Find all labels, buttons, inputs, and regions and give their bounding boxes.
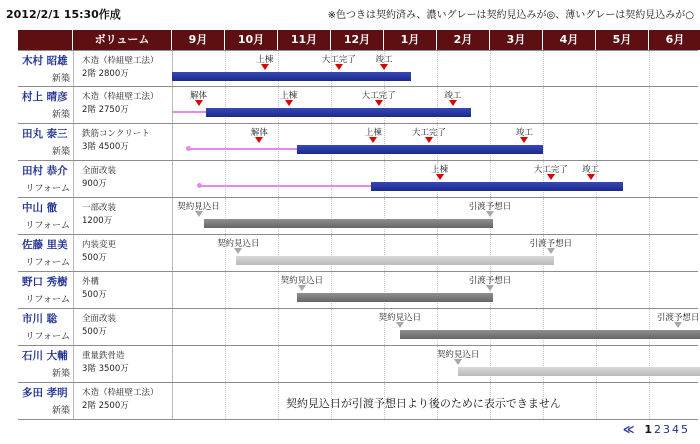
month-gridline <box>649 309 650 345</box>
milestone-label: 契約見込日 <box>280 276 324 286</box>
milestone-label: 引渡予想日 <box>468 276 512 286</box>
page-link[interactable]: 4 <box>672 423 679 436</box>
month-gridline <box>490 124 491 160</box>
month-gridline <box>649 124 650 160</box>
milestone-label: 竣工 <box>375 55 393 65</box>
milestone-gray-marker <box>547 248 555 254</box>
month-gridline <box>225 87 226 123</box>
milestone-red-marker <box>335 64 343 70</box>
demolition-period-line <box>172 111 206 113</box>
milestone-label: 引渡予想日 <box>468 202 512 212</box>
report-datetime: 2012/2/1 15:30作成 <box>6 8 121 21</box>
volume-floors-price: 900万 <box>82 179 107 189</box>
month-gridline <box>225 161 226 197</box>
month-gridline <box>278 161 279 197</box>
month-gridline <box>331 198 332 234</box>
schedule-bar[interactable] <box>458 367 700 376</box>
month-gridline <box>649 51 650 86</box>
volume-structure: 全面改装 <box>82 166 117 176</box>
client-name[interactable]: 野口 秀樹 <box>22 276 68 288</box>
schedule-row <box>18 346 698 383</box>
volume-floors-price: 3階 4500万 <box>82 142 129 152</box>
month-gridline <box>596 87 597 123</box>
volume-floors-price: 2階 2800万 <box>82 69 129 79</box>
milestone-gray-marker <box>234 248 242 254</box>
month-gridline <box>649 87 650 123</box>
pagination <box>621 423 688 436</box>
month-gridline <box>543 124 544 160</box>
client-name[interactable]: 田村 恭介 <box>22 165 68 177</box>
project-type: リフォーム <box>25 221 70 231</box>
project-type: リフォーム <box>25 295 70 305</box>
month-gridline <box>331 309 332 345</box>
month-gridline <box>225 346 226 382</box>
header-month: 3月 <box>490 30 543 50</box>
milestone-gray-marker <box>486 211 494 217</box>
volume-floors-price: 2階 2500万 <box>82 401 129 411</box>
month-gridline <box>384 161 385 197</box>
month-gridline <box>437 198 438 234</box>
milestone-red-marker <box>195 100 203 106</box>
header-month: 1月 <box>384 30 437 50</box>
month-gridline <box>543 198 544 234</box>
month-gridline <box>543 346 544 382</box>
milestone-red-marker <box>255 137 263 143</box>
header-month: 10月 <box>225 30 278 50</box>
milestone-label: 上棟 <box>364 128 382 138</box>
month-gridline <box>437 235 438 271</box>
demolition-period-line <box>188 148 297 150</box>
month-gridline <box>225 383 226 419</box>
prev-page-link[interactable]: ≪ <box>622 423 635 436</box>
demolition-period-line <box>199 185 371 187</box>
volume-structure: 木造（枠組壁工法） <box>82 56 159 66</box>
client-name[interactable]: 木村 昭雄 <box>22 55 68 67</box>
schedule-bar[interactable] <box>297 145 543 154</box>
header-month: 6月 <box>649 30 700 50</box>
month-gridline <box>384 346 385 382</box>
milestone-label: 竣工 <box>444 91 462 101</box>
volume-structure: 重量鉄骨造 <box>82 351 125 361</box>
month-gridline <box>490 161 491 197</box>
volume-structure: 一部改装 <box>82 203 117 213</box>
month-gridline <box>384 272 385 308</box>
milestone-label: 上棟 <box>256 55 274 65</box>
milestone-label: 上棟 <box>280 91 298 101</box>
name-col-divider <box>73 383 74 419</box>
month-gridline <box>278 124 279 160</box>
milestone-label: 上棟 <box>431 165 449 175</box>
volume-col-divider <box>172 161 173 197</box>
schedule-row <box>18 124 698 161</box>
volume-col-divider <box>172 272 173 308</box>
client-name[interactable]: 石川 大輔 <box>22 350 68 362</box>
month-gridline <box>543 272 544 308</box>
schedule-bar[interactable] <box>206 108 471 117</box>
client-name[interactable]: 中山 徹 <box>22 202 58 214</box>
month-gridline <box>649 383 650 419</box>
month-gridline <box>278 309 279 345</box>
schedule-row <box>18 87 698 124</box>
project-type: リフォーム <box>25 184 70 194</box>
milestone-label: 契約見込日 <box>216 239 260 249</box>
schedule-bar[interactable] <box>400 330 700 339</box>
client-name[interactable]: 市川 聡 <box>22 313 58 325</box>
milestone-red-marker <box>369 137 377 143</box>
header-month: 9月 <box>172 30 225 50</box>
volume-col-divider <box>172 383 173 419</box>
schedule-bar[interactable] <box>204 219 493 228</box>
volume-floors-price: 1200万 <box>82 216 113 226</box>
header-name-col <box>18 30 73 50</box>
volume-col-divider <box>172 346 173 382</box>
month-gridline <box>490 309 491 345</box>
project-type: 新築 <box>51 369 70 379</box>
milestone-label: 解体 <box>250 128 268 138</box>
project-type: 新築 <box>51 74 70 84</box>
month-gridline <box>331 161 332 197</box>
milestone-red-marker <box>425 137 433 143</box>
schedule-row <box>18 161 698 198</box>
name-col-divider <box>73 272 74 308</box>
demolition-start-dot <box>197 183 202 188</box>
month-gridline <box>649 198 650 234</box>
current-page[interactable]: 1 <box>644 423 652 436</box>
header-month: 4月 <box>543 30 596 50</box>
volume-structure: 鉄筋コンクリート <box>82 129 150 139</box>
month-gridline <box>543 87 544 123</box>
page-link[interactable]: 2 <box>654 423 661 436</box>
month-gridline <box>331 87 332 123</box>
page-link[interactable]: 5 <box>681 423 688 436</box>
volume-col-divider <box>172 198 173 234</box>
schedule-row <box>18 383 698 420</box>
volume-structure: 内装変更 <box>82 240 117 250</box>
month-gridline <box>649 235 650 271</box>
project-type: リフォーム <box>25 332 70 342</box>
volume-floors-price: 3階 3500万 <box>82 364 129 374</box>
project-type: 新築 <box>51 147 70 157</box>
volume-floors-price: 500万 <box>82 290 107 300</box>
month-gridline <box>225 198 226 234</box>
schedule-row <box>18 198 698 235</box>
month-gridline <box>384 235 385 271</box>
name-col-divider <box>73 51 74 86</box>
schedule-row <box>18 50 698 87</box>
milestone-gray-marker <box>486 285 494 291</box>
schedule-bar[interactable] <box>297 293 493 302</box>
month-gridline <box>596 346 597 382</box>
milestone-red-marker <box>449 100 457 106</box>
month-gridline <box>278 87 279 123</box>
client-name[interactable]: 田丸 泰三 <box>22 128 68 140</box>
schedule-row <box>18 309 698 346</box>
month-gridline <box>649 346 650 382</box>
milestone-red-marker <box>520 137 528 143</box>
schedule-row <box>18 272 698 309</box>
volume-floors-price: 500万 <box>82 253 107 263</box>
project-type: 新築 <box>51 110 70 120</box>
milestone-label: 引渡予想日 <box>529 239 573 249</box>
volume-col-divider <box>172 124 173 160</box>
month-gridline <box>596 272 597 308</box>
month-gridline <box>278 272 279 308</box>
volume-structure: 木造（枠組壁工法） <box>82 92 159 102</box>
milestone-gray-marker <box>674 322 682 328</box>
month-gridline <box>490 235 491 271</box>
milestone-label: 契約見込日 <box>436 350 480 360</box>
month-gridline <box>596 198 597 234</box>
unable-to-display-notice: 契約見込日が引渡予想日より後のために表示できません <box>285 397 561 410</box>
volume-structure: 全面改装 <box>82 314 117 324</box>
milestone-red-marker <box>285 100 293 106</box>
volume-structure: 外構 <box>82 277 100 287</box>
month-gridline <box>543 51 544 86</box>
milestone-label: 引渡予想日 <box>656 313 700 323</box>
month-gridline <box>490 51 491 86</box>
month-gridline <box>437 87 438 123</box>
volume-col-divider <box>172 235 173 271</box>
month-gridline <box>596 124 597 160</box>
month-gridline <box>596 309 597 345</box>
volume-col-divider <box>172 87 173 123</box>
month-gridline <box>225 124 226 160</box>
month-gridline <box>649 272 650 308</box>
header-month: 2月 <box>437 30 490 50</box>
milestone-label: 大工完了 <box>321 55 356 65</box>
name-col-divider <box>73 124 74 160</box>
month-gridline <box>543 309 544 345</box>
month-gridline <box>331 235 332 271</box>
month-gridline <box>437 309 438 345</box>
month-gridline <box>649 161 650 197</box>
name-col-divider <box>73 87 74 123</box>
month-gridline <box>596 383 597 419</box>
milestone-gray-marker <box>195 211 203 217</box>
month-gridline <box>278 235 279 271</box>
header-volume: ボリューム <box>73 30 172 50</box>
month-gridline <box>596 51 597 86</box>
month-gridline <box>331 272 332 308</box>
milestone-label: 契約見込日 <box>177 202 220 212</box>
month-gridline <box>331 124 332 160</box>
schedule-bar[interactable] <box>371 182 623 191</box>
schedule-row <box>18 235 698 272</box>
month-gridline <box>225 272 226 308</box>
milestone-gray-marker <box>298 285 306 291</box>
name-col-divider <box>73 309 74 345</box>
month-gridline <box>278 346 279 382</box>
milestone-red-marker <box>380 64 388 70</box>
milestone-label: 大工完了 <box>533 165 568 175</box>
month-gridline <box>490 87 491 123</box>
milestone-gray-marker <box>396 322 404 328</box>
client-name[interactable]: 多田 孝明 <box>22 387 68 399</box>
client-name[interactable]: 佐藤 里美 <box>22 239 68 251</box>
milestone-gray-marker <box>454 359 462 365</box>
milestone-red-marker <box>375 100 383 106</box>
month-gridline <box>437 272 438 308</box>
month-gridline <box>437 51 438 86</box>
volume-structure: 木造（枠組壁工法） <box>82 388 159 398</box>
client-name[interactable]: 村上 晴彦 <box>22 91 68 103</box>
milestone-red-marker <box>261 64 269 70</box>
project-type: リフォーム <box>25 258 70 268</box>
milestone-label: 大工完了 <box>412 128 447 138</box>
volume-col-divider <box>172 309 173 345</box>
name-col-divider <box>73 198 74 234</box>
schedule-chart <box>18 30 698 422</box>
page-link[interactable]: 3 <box>663 423 670 436</box>
milestone-label: 竣工 <box>515 128 533 138</box>
name-col-divider <box>73 235 74 271</box>
project-type: 新築 <box>51 406 70 416</box>
milestone-red-marker <box>436 174 444 180</box>
month-gridline <box>384 198 385 234</box>
month-gridline <box>278 198 279 234</box>
name-col-divider <box>73 346 74 382</box>
month-gridline <box>384 124 385 160</box>
milestone-label: 竣工 <box>582 165 600 175</box>
demolition-start-dot <box>186 146 191 151</box>
milestone-red-marker <box>547 174 555 180</box>
schedule-bar[interactable] <box>172 72 411 81</box>
header-month: 11月 <box>278 30 331 50</box>
month-gridline <box>225 309 226 345</box>
legend-note: ※色つきは契約済み、濃いグレーは契約見込みが◎、薄いグレーは契約見込みが○ <box>327 10 694 21</box>
month-gridline <box>331 346 332 382</box>
month-gridline <box>490 346 491 382</box>
milestone-red-marker <box>587 174 595 180</box>
volume-floors-price: 500万 <box>82 327 107 337</box>
milestone-label: 解体 <box>189 91 208 101</box>
header-month: 12月 <box>331 30 384 50</box>
milestone-label: 契約見込日 <box>378 313 422 323</box>
milestone-label: 大工完了 <box>361 91 396 101</box>
schedule-bar[interactable] <box>236 256 554 265</box>
month-gridline <box>278 383 279 419</box>
name-col-divider <box>73 161 74 197</box>
header-month: 5月 <box>596 30 649 50</box>
volume-floors-price: 2階 2750万 <box>82 105 129 115</box>
month-gridline <box>596 235 597 271</box>
